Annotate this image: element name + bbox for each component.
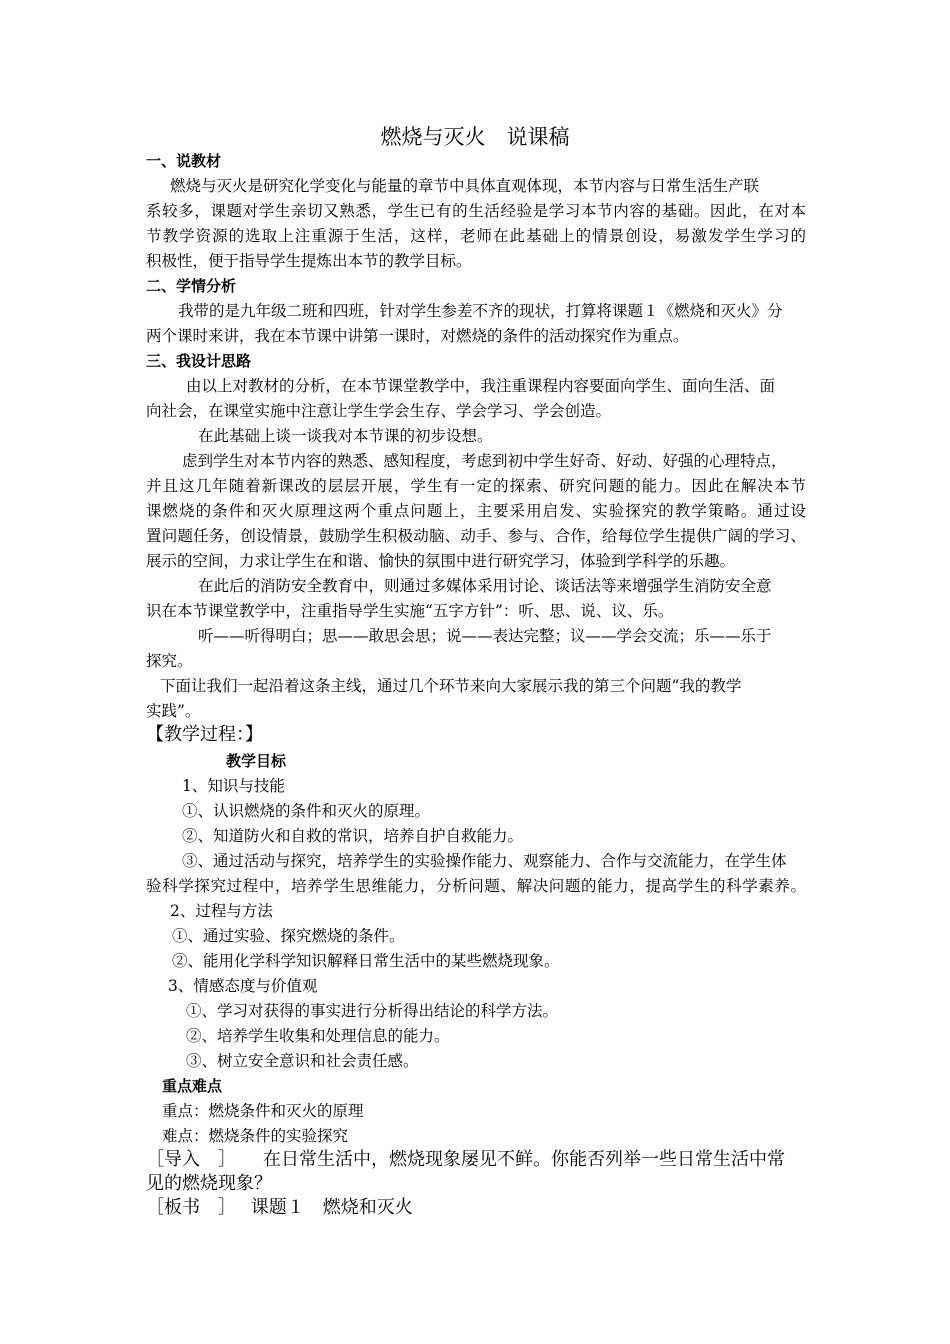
intro-line: ［导入 ］ 在日常生活中，燃烧现象屡见不鲜。你能否列举一些日常生活中常: [146, 1149, 785, 1170]
paragraph-line: 展示的空间，力求让学生在和谐、愉快的氛围中进行研究学习，体验到学科学的乐趣。: [146, 552, 736, 570]
paragraph-line: 节教学资源的选取上注重源于生活，这样，老师在此基础上的情景创设，易激发学生学习的: [146, 227, 806, 245]
board-writing: ［板书 ］ 课题１ 燃烧和灭火: [146, 1197, 413, 1218]
intro-line: 见的燃烧现象？: [146, 1173, 272, 1194]
list-item: ①、学习对获得的事实进行分析得出结论的科学方法。: [186, 1002, 559, 1020]
list-item: ②、知道防火和自救的常识，培养自护自救能力。: [182, 827, 524, 845]
section-heading-process: 【教学过程：】: [146, 724, 263, 745]
list-item: ②、能用化学科学知识解释日常生活中的某些燃烧现象。: [172, 952, 560, 970]
key-point: 重点：燃烧条件和灭火的原理: [162, 1102, 364, 1120]
section-heading-textbook: 一、说教材: [146, 152, 222, 170]
paragraph-line: 识在本节课堂教学中，注重指导学生实施“五字方针”：听、思、说、议、乐。: [146, 602, 674, 620]
list-item: ①、通过实验、探究燃烧的条件。: [172, 927, 405, 945]
subheading-goals: 教学目标: [226, 752, 287, 770]
list-item: ①、认识燃烧的条件和灭火的原理。: [182, 802, 431, 820]
paragraph-line: 两个课时来讲，我在本节课中讲第一课时，对燃烧的条件的活动探究作为重点。: [146, 327, 689, 345]
list-item: ②、培养学生收集和处理信息的能力。: [186, 1027, 450, 1045]
paragraph-line: 积极性，便于指导学生提炼出本节的教学目标。: [146, 252, 472, 270]
paragraph-line: 在此后的消防安全教育中，则通过多媒体采用讨论、谈话法等来增强学生消防安全意: [198, 577, 772, 595]
paragraph-line: 并且这几年随着新课改的层层开展，学生有一定的探索、研究问题的能力。因此在解决本节: [146, 477, 806, 495]
section-heading-learners: 二、学情分析: [146, 277, 237, 295]
list-item: 3、情感态度与价值观: [168, 977, 318, 995]
page-title: 燃烧与灭火 说课稿: [380, 125, 570, 149]
list-item: 验科学探究过程中，培养学生思维能力，分析问题、解决问题的能力，提高学生的科学素养。: [146, 877, 806, 895]
paragraph-line: 探究。: [146, 652, 193, 670]
section-heading-design: 三、我设计思路: [146, 352, 252, 370]
paragraph-line: 听——听得明白；思——敢思会思；说——表达完整；议——学会交流；乐——乐于: [198, 627, 772, 645]
paragraph-line: 向社会，在课堂实施中注意让学生学会生存、学会学习、学会创造。: [146, 402, 612, 420]
paragraph-line: 课燃烧的条件和灭火原理这两个重点问题上，主要采用启发、实验探究的教学策略。通过设: [146, 502, 806, 520]
list-item: 1、知识与技能: [182, 777, 285, 795]
paragraph-line: 实践”。: [146, 702, 201, 720]
paragraph-line: 下面让我们一起沿着这条主线，通过几个环节来向大家展示我的第三个问题“我的教学: [160, 677, 742, 695]
paragraph-line: 由以上对教材的分析，在本节课堂教学中，我注重课程内容要面向学生、面向生活、面: [186, 377, 776, 395]
list-item: ③、通过活动与探究，培养学生的实验操作能力、观察能力、合作与交流能力，在学生体: [182, 852, 787, 870]
paragraph-line: 置问题任务，创设情景，鼓励学生积极动脑、动手、参与、合作，给每位学生提供广阔的学习、: [146, 527, 806, 545]
paragraph-line: 燃烧与灭火是研究化学变化与能量的章节中具体直观体现，本节内容与日常生活生产联: [170, 177, 760, 195]
difficult-point: 难点：燃烧条件的实验探究: [162, 1127, 349, 1145]
paragraph-line: 在此基础上谈一谈我对本节课的初步设想。: [198, 427, 493, 445]
list-item: 2、过程与方法: [170, 902, 273, 920]
list-item: ③、树立安全意识和社会责任感。: [186, 1052, 419, 1070]
subheading-key-points: 重点难点: [162, 1077, 223, 1095]
paragraph-line: 虑到学生对本节内容的熟悉、感知程度，考虑到初中学生好奇、好动、好强的心理特点，: [182, 452, 787, 470]
paragraph-line: 我带的是九年级二班和四班，针对学生参差不齐的现状，打算将课题１《燃烧和灭火》分: [178, 302, 783, 320]
paragraph-line: 系较多，课题对学生亲切又熟悉，学生已有的生活经验是学习本节内容的基础。因此，在对本: [146, 202, 806, 220]
